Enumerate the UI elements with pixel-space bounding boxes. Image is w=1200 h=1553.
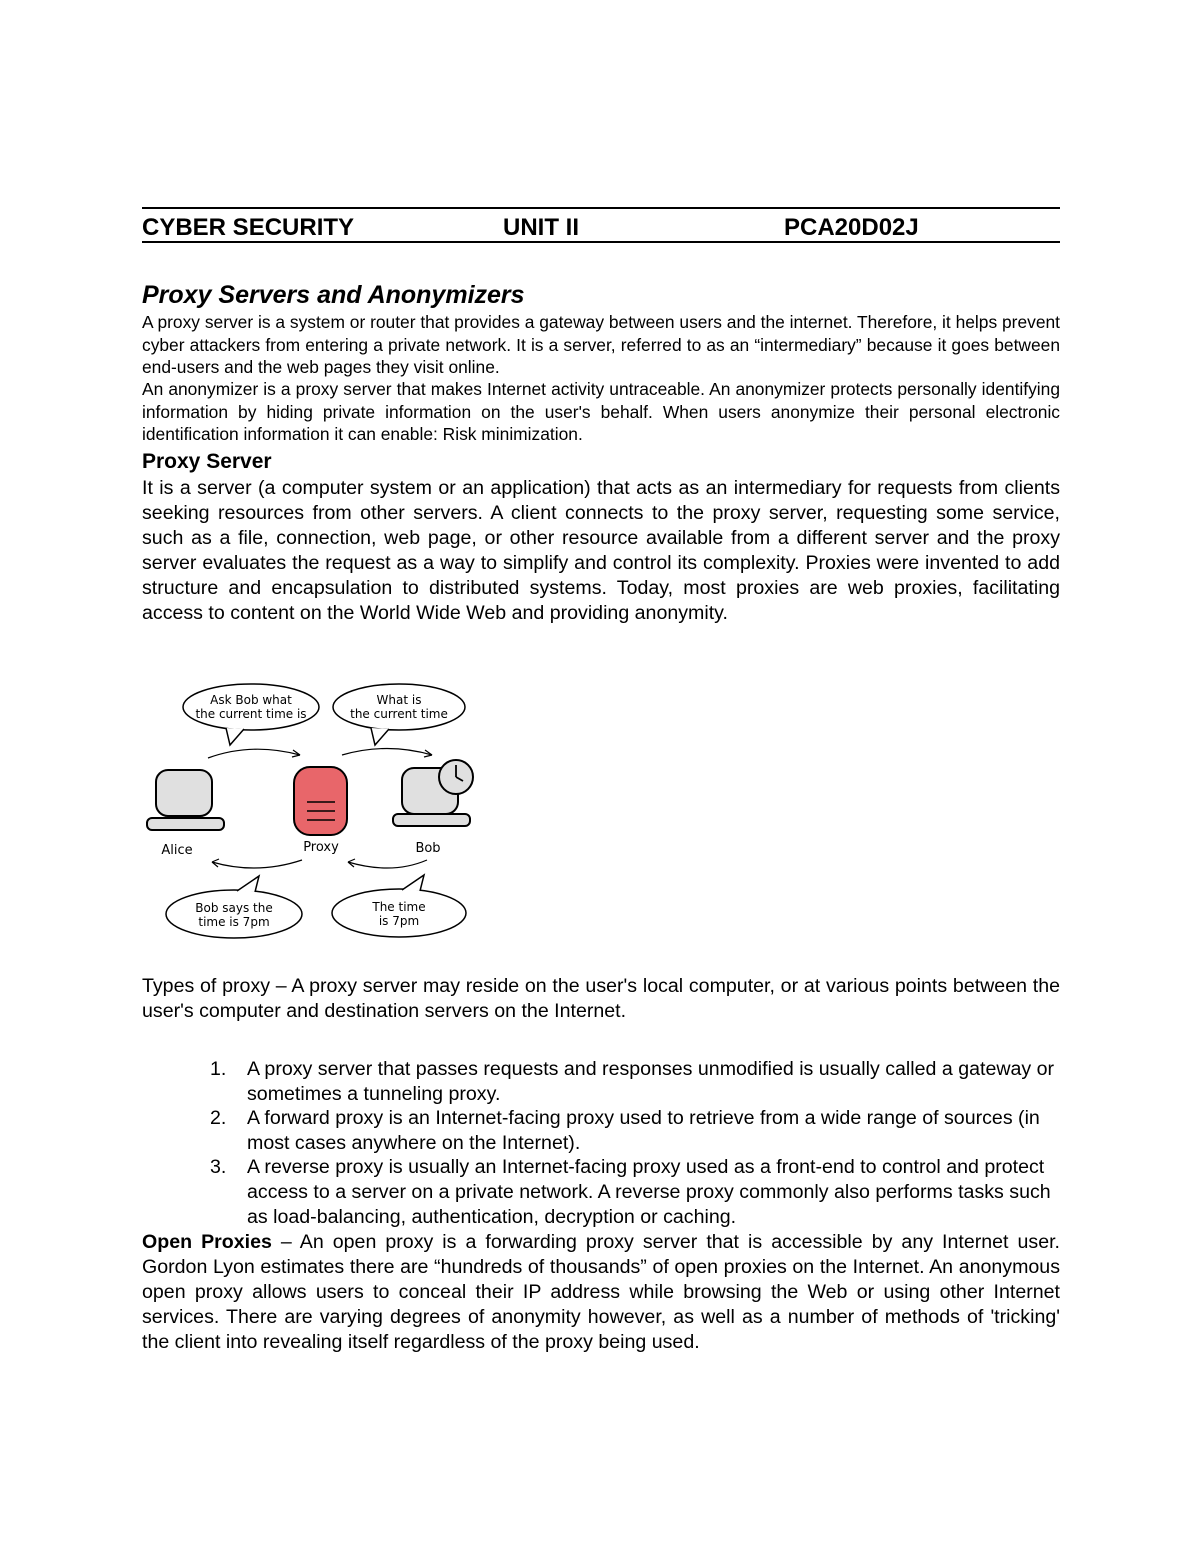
types-of-proxy-paragraph: Types of proxy – A proxy server may reside on the user's local computer, or at various points between the user's computer and destination servers on the Internet. xyxy=(142,975,1060,1022)
list-item-number: 3. xyxy=(210,1156,227,1179)
course-header xyxy=(142,207,1060,243)
bubble-the-time xyxy=(332,875,466,937)
bubble-says-line1: Bob says the xyxy=(195,901,273,915)
bubble-what-line1: What is xyxy=(376,693,422,707)
intro-paragraph-proxy: A proxy server is a system or router that provides a gateway between users and the internet. Therefore, it helps prevent cyber attackers from entering a private network. It is a server, referred to as an “intermediary” because it goes between end-users and the web pages they visit online. xyxy=(142,312,1060,377)
proxy-server-icon xyxy=(294,767,347,835)
list-item xyxy=(210,1155,1060,1229)
bubble-what-is xyxy=(333,684,465,745)
intro-paragraph-anonymizer: An anonymizer is a proxy server that makes Internet activity untraceable. An anonymizer protects personally identifying information by hiding private information on the user's behalf. When users anonymize their personal electronic identification information it can enable: Risk minimization. xyxy=(142,379,1060,444)
arrow-proxy-to-bob xyxy=(342,749,432,756)
bubble-ask-line1: Ask Bob what xyxy=(210,693,292,707)
list-item xyxy=(210,1106,1060,1155)
course-code: PCA20D02J xyxy=(784,214,919,241)
bob-computer xyxy=(393,760,473,826)
list-item-text: A reverse proxy is usually an Internet-facing proxy used as a front-end to control and protect access to a server on a private network. A reverse proxy commonly also performs tasks such as load-balancing, authentication, decryption or caching. xyxy=(247,1156,1051,1228)
bubble-time-line2: is 7pm xyxy=(378,914,420,928)
list-item-text: A forward proxy is an Internet-facing proxy used to retrieve from a wide range of sources (in most cases anywhere on the Internet). xyxy=(247,1107,1040,1154)
bubble-bob-says xyxy=(166,876,302,938)
list-item-number: 2. xyxy=(210,1107,227,1130)
label-alice: Alice xyxy=(161,843,193,858)
bubble-ask-line2: the current time is xyxy=(195,707,307,721)
course-name: CYBER SECURITY xyxy=(142,214,355,241)
proxy-server-paragraph: It is a server (a computer system or an application) that acts as an intermediary for requests from clients seeking resources from other servers. A client connects to the proxy server, requesting some service, such as a file, connection, web page, or other resource available from a different server and the proxy server evaluates the request as a way to simplify and control its complexity. Proxies were invented to add structure and encapsulation to distributed systems. Today, most proxies are web proxies, facilitating access to content on the World Wide Web and providing anonymity. xyxy=(142,477,1060,624)
open-proxies-paragraph xyxy=(142,1230,1060,1355)
bubble-what-line2: the current time xyxy=(350,707,448,721)
open-proxies-label: Open Proxies xyxy=(142,1231,272,1253)
open-proxies-text: – An open proxy is a forwarding proxy server that is accessible by any Internet user. Gordon Lyon estimates there are “hundreds of thousands” of open proxies on the Internet. An anonymous open proxy allows users to conceal their IP address while browsing the Web or using other Internet services. There are varying degrees of anonymity however, as well as a number of methods of 'tricking' the client into revealing itself regardless of the proxy being used. xyxy=(142,1231,1060,1353)
label-proxy: Proxy xyxy=(303,840,339,855)
label-bob: Bob xyxy=(415,841,441,856)
list-item xyxy=(210,1057,1060,1106)
list-item-number: 1. xyxy=(210,1058,227,1080)
proxy-server-heading: Proxy Server xyxy=(142,450,272,473)
clock-icon xyxy=(439,760,473,794)
list-item-text: A proxy server that passes requests and responses unmodified is usually called a gateway or sometimes a tunneling proxy. xyxy=(247,1058,1055,1105)
arrow-alice-to-proxy xyxy=(208,749,300,758)
bubble-ask-bob xyxy=(183,684,319,745)
bubble-time-line1: The time xyxy=(372,900,426,914)
section-title: Proxy Servers and Anonymizers xyxy=(142,281,525,309)
unit-label: UNIT II xyxy=(503,214,579,241)
alice-computer xyxy=(147,770,224,830)
proxy-types-list xyxy=(210,1057,1060,1229)
arrow-proxy-to-alice xyxy=(212,860,302,868)
bubble-says-line2: time is 7pm xyxy=(198,915,270,929)
arrow-bob-to-proxy xyxy=(348,860,427,868)
proxy-diagram xyxy=(142,680,482,945)
